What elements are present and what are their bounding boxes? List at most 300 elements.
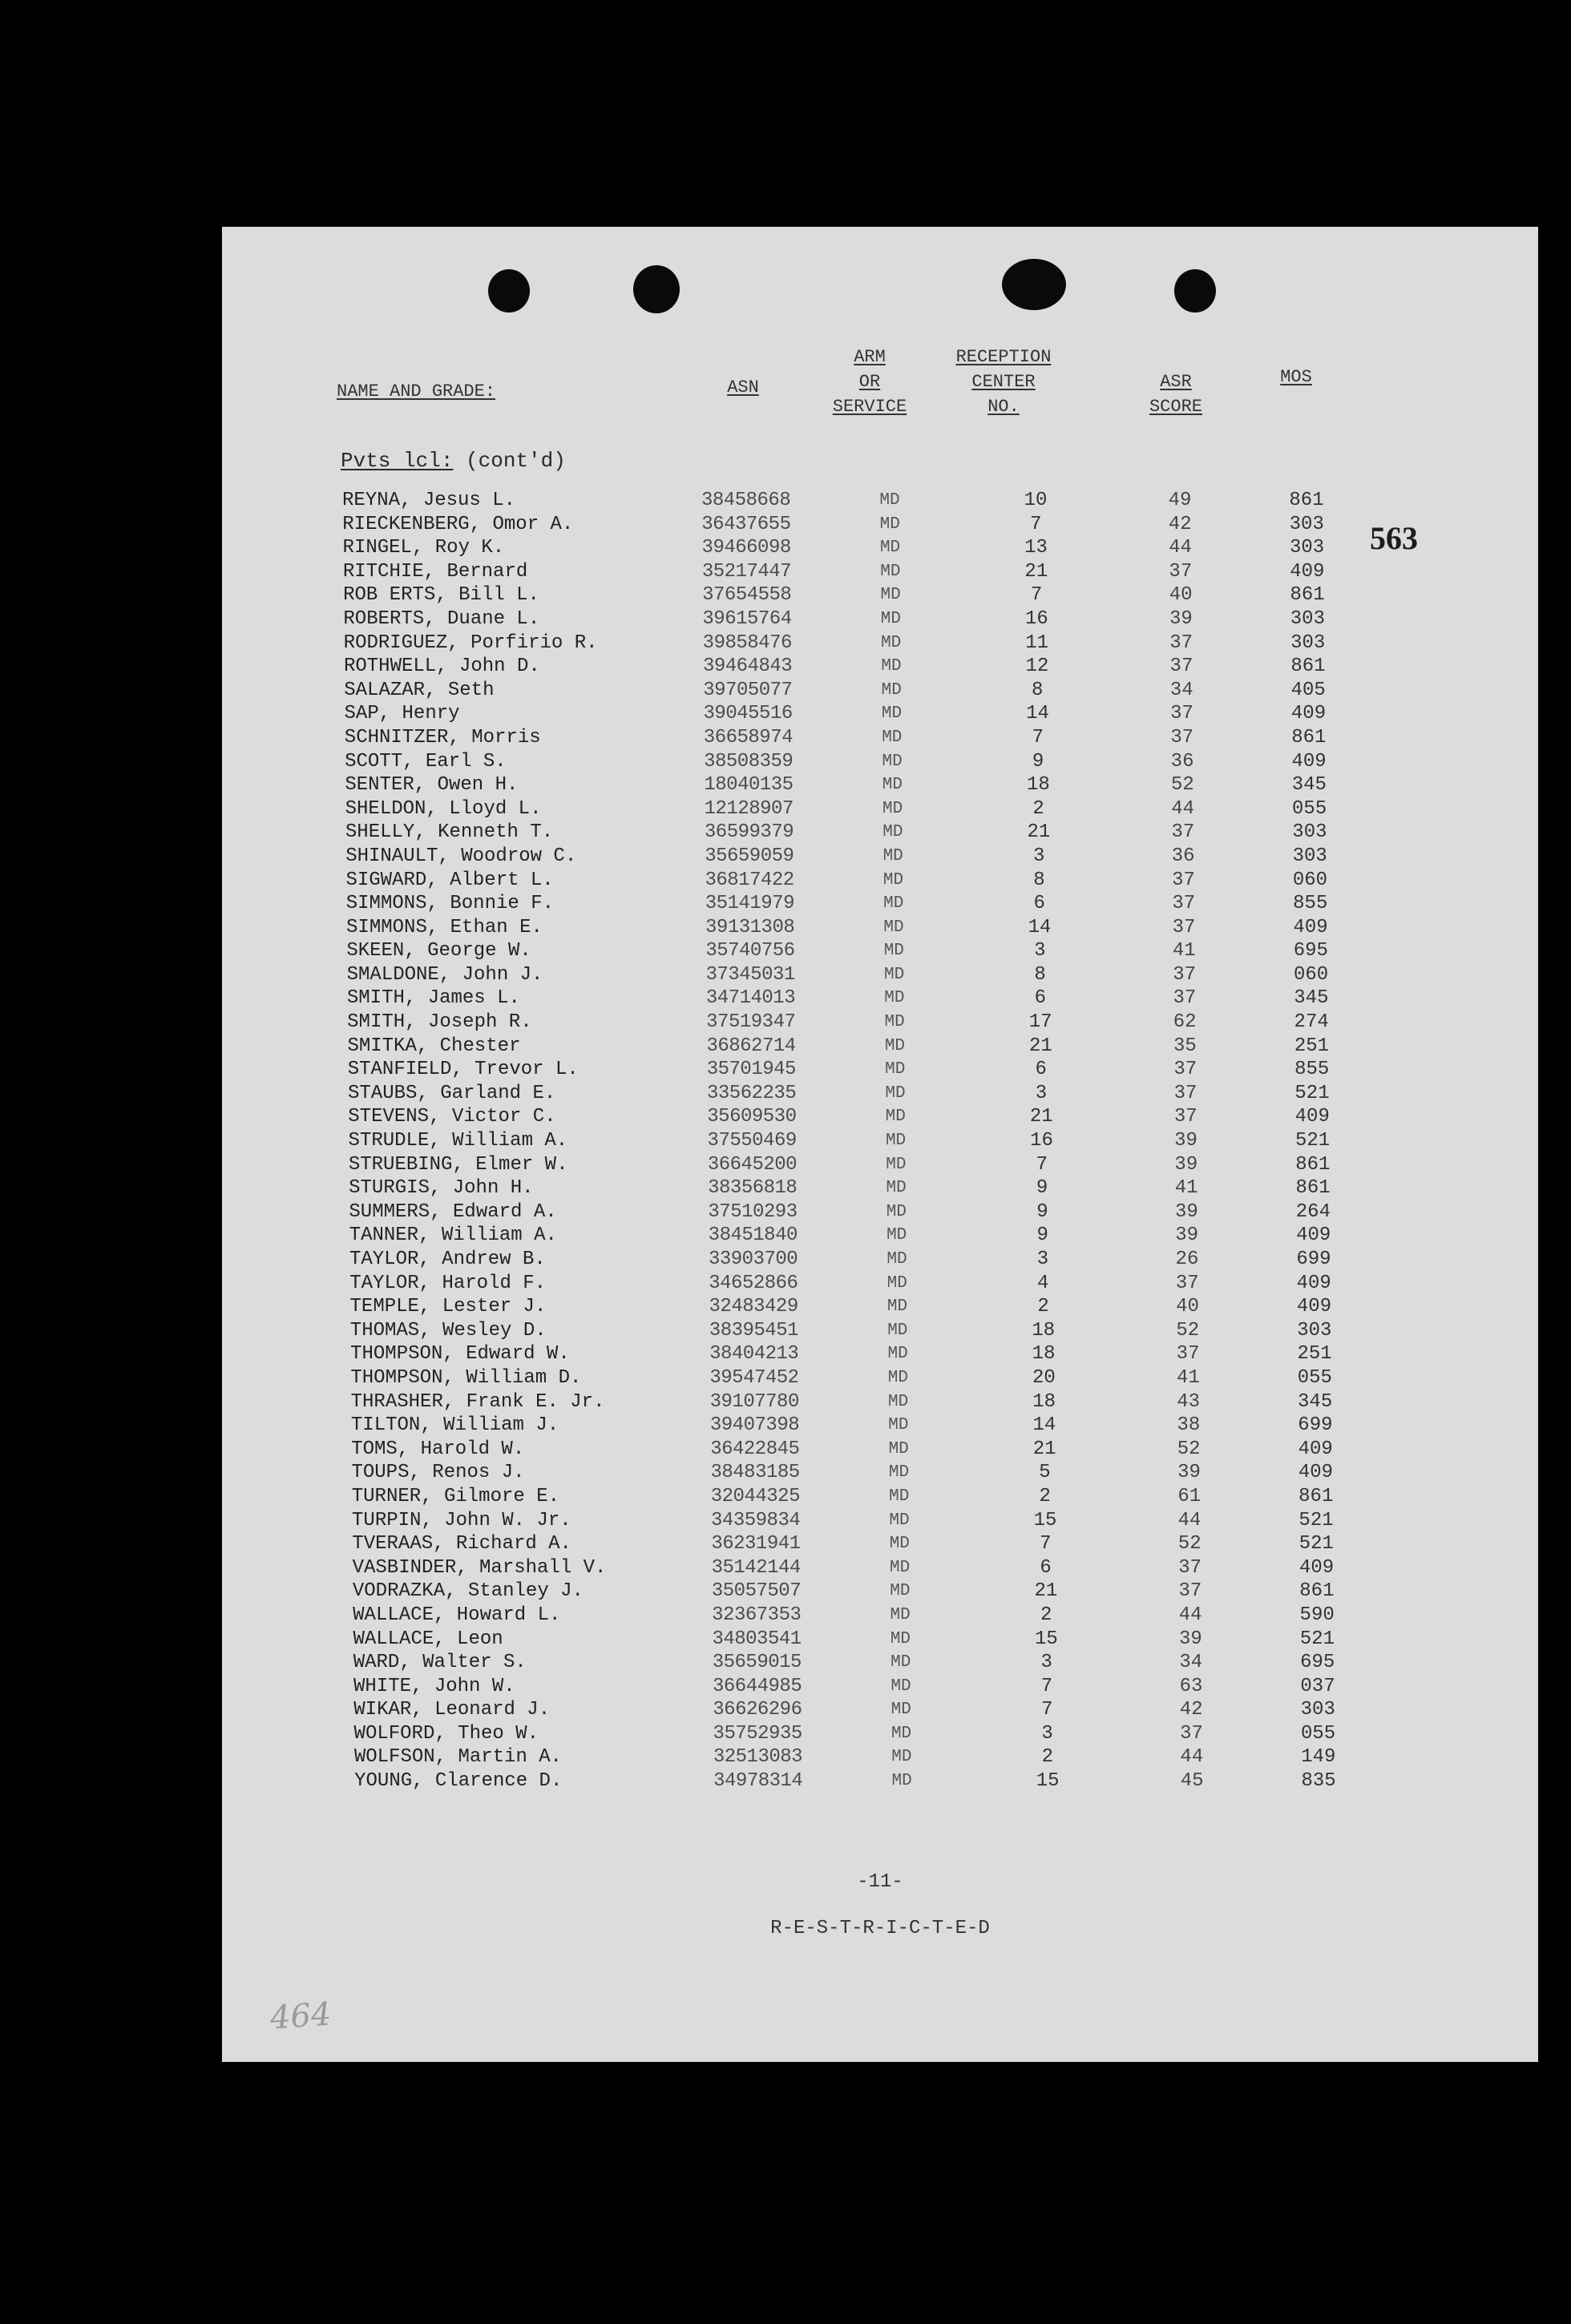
personnel-mos: 409 [1294, 1106, 1330, 1128]
personnel-asn: 36422845 [710, 1438, 800, 1460]
personnel-asn: 37510293 [708, 1200, 798, 1223]
personnel-mos: 303 [1290, 607, 1325, 630]
personnel-asr-score: 52 [1177, 1533, 1201, 1555]
personnel-asr-score: 37 [1173, 1082, 1197, 1104]
punch-hole [1002, 259, 1066, 310]
personnel-reception-center: 3 [1041, 1722, 1053, 1745]
personnel-arm-or-service: MD [882, 799, 903, 818]
personnel-mos: 264 [1295, 1200, 1331, 1223]
personnel-mos: 699 [1298, 1414, 1333, 1437]
table-row [232, 1628, 1549, 1652]
personnel-asn: 37345031 [705, 963, 795, 986]
personnel-name: STANFIELD, Trevor L. [347, 1059, 579, 1081]
personnel-asr-score: 37 [1169, 560, 1193, 583]
personnel-asr-score: 49 [1168, 490, 1192, 511]
personnel-asn: 36626296 [713, 1699, 802, 1721]
personnel-mos: 861 [1295, 1177, 1331, 1200]
personnel-mos: 303 [1289, 513, 1324, 535]
personnel-mos: 055 [1300, 1722, 1336, 1745]
personnel-asr-score: 36 [1171, 845, 1195, 867]
table-row [223, 583, 1539, 607]
personnel-arm-or-service: MD [882, 846, 903, 865]
personnel-reception-center: 16 [1024, 607, 1048, 630]
personnel-arm-or-service: MD [886, 1297, 908, 1317]
personnel-asn: 36658974 [703, 726, 794, 748]
personnel-asn: 35057507 [711, 1580, 802, 1603]
personnel-asn: 36817422 [705, 869, 794, 891]
personnel-asr-score: 44 [1178, 1604, 1202, 1626]
personnel-asn: 39407398 [709, 1414, 800, 1437]
table-row [228, 1200, 1545, 1225]
personnel-arm-or-service: MD [888, 1463, 910, 1483]
personnel-name: STAUBS, Garland E. [348, 1082, 556, 1104]
personnel-asn: 37654558 [702, 584, 792, 607]
restricted-marking: R-E-S-T-R-I-C-T-E-D [770, 1918, 990, 1939]
personnel-reception-center: 7 [1030, 584, 1043, 607]
personnel-name: VASBINDER, Marshall V. [352, 1556, 607, 1579]
personnel-name: TAYLOR, Andrew B. [349, 1249, 546, 1270]
personnel-asn: 37519347 [706, 1011, 796, 1034]
personnel-name: SIGWARD, Albert L. [345, 869, 554, 891]
document-page [222, 227, 1538, 2062]
table-row [228, 1058, 1544, 1082]
personnel-name: SENTER, Owen H. [345, 774, 519, 797]
personnel-name: TURNER, Gilmore E. [351, 1485, 559, 1507]
personnel-asr-score: 37 [1172, 869, 1195, 891]
table-row [227, 986, 1543, 1011]
personnel-reception-center: 7 [1036, 1153, 1048, 1176]
personnel-asr-score: 37 [1178, 1580, 1202, 1603]
personnel-asr-score: 40 [1169, 584, 1193, 607]
personnel-name: RIECKENBERG, Omor A. [342, 513, 574, 535]
personnel-asn: 35609530 [707, 1106, 797, 1128]
personnel-reception-center: 8 [1034, 963, 1046, 986]
personnel-asn: 38395451 [709, 1319, 799, 1342]
personnel-arm-or-service: MD [882, 728, 903, 747]
personnel-asn: 34652866 [709, 1272, 798, 1294]
table-row [234, 1769, 1550, 1793]
personnel-reception-center: 5 [1039, 1462, 1051, 1484]
header-arm-line: ARM [854, 347, 886, 367]
personnel-name: SHINAULT, Woodrow C. [345, 845, 577, 867]
table-row [227, 1035, 1543, 1059]
personnel-arm-or-service: MD [880, 562, 901, 581]
personnel-asr-score: 37 [1176, 1343, 1200, 1366]
table-row [233, 1675, 1549, 1699]
personnel-asn: 32483429 [709, 1296, 798, 1318]
personnel-reception-center: 6 [1035, 1059, 1047, 1081]
personnel-mos: 409 [1298, 1556, 1335, 1579]
personnel-arm-or-service: MD [882, 752, 903, 771]
personnel-asr-score: 36 [1170, 750, 1194, 773]
personnel-arm-or-service: MD [886, 1202, 907, 1221]
table-row [232, 1556, 1549, 1580]
personnel-asr-score: 37 [1173, 1059, 1197, 1081]
personnel-asr-score: 41 [1174, 1177, 1198, 1200]
personnel-arm-or-service: MD [886, 1273, 907, 1293]
table-row [225, 797, 1541, 821]
personnel-mos: 037 [1300, 1675, 1335, 1697]
personnel-asn: 34803541 [712, 1628, 802, 1650]
personnel-list [222, 489, 1538, 1793]
personnel-asr-score: 34 [1179, 1652, 1203, 1674]
personnel-name: STRUEBING, Elmer W. [348, 1153, 568, 1176]
personnel-asn: 33903700 [708, 1249, 798, 1270]
personnel-reception-center: 18 [1026, 774, 1050, 797]
personnel-asn: 36645200 [707, 1153, 798, 1176]
personnel-mos: 251 [1294, 1035, 1330, 1057]
table-row [225, 845, 1541, 869]
personnel-asn: 39858476 [702, 631, 792, 654]
personnel-mos: 521 [1298, 1533, 1334, 1555]
personnel-name: THOMPSON, William D. [350, 1366, 582, 1389]
personnel-reception-center: 4 [1037, 1272, 1049, 1294]
personnel-reception-center: 8 [1032, 679, 1044, 701]
personnel-mos: 861 [1290, 656, 1326, 678]
personnel-asr-score: 39 [1179, 1628, 1202, 1650]
personnel-arm-or-service: MD [884, 989, 905, 1008]
personnel-asr-score: 39 [1174, 1200, 1198, 1223]
personnel-arm-or-service: MD [891, 1701, 911, 1720]
personnel-reception-center: 21 [1024, 560, 1048, 583]
personnel-reception-center: 3 [1036, 1249, 1049, 1270]
table-row [233, 1698, 1549, 1722]
personnel-mos: 695 [1300, 1652, 1335, 1674]
personnel-name: THOMPSON, Edward W. [350, 1343, 570, 1366]
personnel-name: RINGEL, Roy K. [342, 537, 505, 559]
section-label [341, 449, 566, 473]
personnel-arm-or-service: MD [879, 539, 901, 558]
personnel-reception-center: 11 [1025, 631, 1049, 654]
personnel-reception-center: 14 [1028, 916, 1052, 938]
personnel-asn: 32367353 [712, 1604, 802, 1626]
personnel-asr-score: 39 [1174, 1153, 1198, 1176]
personnel-asn: 35142144 [711, 1556, 801, 1579]
personnel-reception-center: 2 [1039, 1485, 1051, 1507]
personnel-name: WOLFORD, Theo W. [353, 1722, 539, 1745]
punch-hole [633, 265, 680, 313]
personnel-name: STURGIS, John H. [349, 1177, 534, 1200]
personnel-asr-score: 52 [1176, 1319, 1200, 1342]
personnel-asn: 38508359 [704, 750, 794, 773]
personnel-reception-center: 9 [1036, 1177, 1048, 1200]
personnel-mos: 521 [1298, 1509, 1334, 1531]
table-row [226, 916, 1542, 940]
personnel-name: ROBERTS, Duane L. [343, 607, 540, 630]
table-row [224, 655, 1540, 679]
personnel-asr-score: 37 [1172, 893, 1196, 915]
personnel-arm-or-service: MD [880, 609, 901, 628]
personnel-reception-center: 3 [1040, 1652, 1052, 1674]
personnel-arm-or-service: MD [882, 823, 903, 842]
table-row [224, 702, 1541, 726]
personnel-asn: 34359834 [711, 1509, 801, 1531]
personnel-reception-center: 2 [1032, 797, 1044, 820]
personnel-asn: 32044325 [710, 1485, 800, 1507]
personnel-asr-score: 44 [1171, 797, 1195, 820]
header-arm-line: OR [858, 372, 881, 392]
personnel-arm-or-service: MD [885, 1083, 906, 1103]
personnel-arm-or-service: MD [888, 1392, 909, 1411]
table-row [229, 1272, 1545, 1296]
personnel-asn: 35701945 [706, 1059, 796, 1081]
header-reception-line: RECEPTION [955, 347, 1052, 367]
personnel-asn: 39705077 [703, 679, 793, 701]
personnel-mos: 303 [1292, 845, 1327, 867]
personnel-reception-center: 7 [1041, 1699, 1053, 1721]
header-asn: ASN [727, 377, 759, 397]
table-row [223, 607, 1539, 631]
personnel-name: TILTON, William J. [350, 1414, 559, 1437]
personnel-mos: 060 [1293, 963, 1329, 986]
personnel-asn: 35141979 [705, 893, 794, 915]
personnel-arm-or-service: MD [886, 1226, 907, 1245]
table-row [222, 489, 1538, 513]
personnel-name: ROTHWELL, John D. [343, 656, 540, 678]
personnel-asr-score: 42 [1179, 1699, 1203, 1721]
personnel-name: WALLACE, Leon [353, 1628, 503, 1650]
personnel-reception-center: 2 [1041, 1746, 1054, 1769]
personnel-reception-center: 3 [1032, 845, 1045, 867]
personnel-mos: 409 [1293, 916, 1328, 938]
header-name-and-grade: NAME AND GRADE: [337, 381, 496, 401]
personnel-name: SMITKA, Chester [347, 1035, 521, 1057]
personnel-name: SIMMONS, Ethan E. [346, 916, 543, 938]
personnel-reception-center: 6 [1040, 1556, 1052, 1579]
personnel-name: REYNA, Jesus L. [342, 490, 516, 511]
personnel-asn: 39045516 [703, 703, 793, 725]
personnel-name: STEVENS, Victor C. [348, 1106, 556, 1128]
personnel-arm-or-service: MD [879, 514, 900, 534]
personnel-asr-score: 37 [1169, 656, 1193, 678]
personnel-mos: 303 [1289, 537, 1325, 559]
personnel-name: SCOTT, Earl S. [345, 750, 507, 773]
header-asr-score [1128, 369, 1224, 419]
personnel-reception-center: 2 [1037, 1296, 1049, 1318]
personnel-asr-score: 62 [1173, 1011, 1197, 1034]
personnel-asr-score: 37 [1178, 1556, 1201, 1579]
personnel-reception-center: 15 [1036, 1770, 1060, 1793]
personnel-asr-score: 39 [1177, 1462, 1201, 1484]
personnel-name: TURPIN, John W. Jr. [352, 1509, 571, 1531]
personnel-arm-or-service: MD [885, 1060, 906, 1079]
personnel-reception-center: 14 [1026, 703, 1049, 725]
personnel-name: VODRAZKA, Stanley J. [352, 1580, 584, 1603]
personnel-reception-center: 21 [1032, 1438, 1056, 1460]
personnel-mos: 060 [1292, 869, 1328, 891]
personnel-asr-score: 52 [1170, 774, 1194, 797]
personnel-arm-or-service: MD [888, 1416, 909, 1435]
personnel-asr-score: 52 [1177, 1438, 1201, 1460]
personnel-mos: 055 [1292, 797, 1327, 820]
personnel-name: TANNER, William A. [349, 1225, 557, 1247]
personnel-asr-score: 37 [1173, 987, 1197, 1010]
personnel-name: SIMMONS, Bonnie F. [345, 893, 554, 915]
personnel-mos: 345 [1298, 1390, 1333, 1413]
personnel-mos: 345 [1294, 987, 1329, 1010]
personnel-name: WOLFSON, Martin A. [353, 1746, 563, 1769]
table-row [226, 939, 1542, 963]
table-row [224, 726, 1541, 750]
personnel-mos: 835 [1301, 1770, 1336, 1793]
personnel-arm-or-service: MD [881, 704, 903, 724]
personnel-asn: 34978314 [713, 1770, 803, 1793]
personnel-name: SUMMERS, Edward A. [349, 1200, 557, 1223]
personnel-name: WIKAR, Leonard J. [353, 1699, 551, 1721]
personnel-arm-or-service: MD [881, 633, 902, 652]
personnel-arm-or-service: MD [891, 1676, 911, 1696]
personnel-name: SMITH, Joseph R. [347, 1011, 532, 1034]
personnel-arm-or-service: MD [883, 918, 904, 937]
personnel-asr-score: 44 [1169, 537, 1192, 559]
personnel-arm-or-service: MD [888, 1439, 909, 1459]
table-row [230, 1342, 1546, 1366]
personnel-reception-center: 18 [1032, 1343, 1056, 1366]
personnel-arm-or-service: MD [886, 1155, 907, 1174]
personnel-arm-or-service: MD [884, 1036, 906, 1055]
personnel-asr-score: 26 [1175, 1249, 1199, 1270]
personnel-asr-score: 37 [1172, 916, 1196, 938]
table-row [224, 679, 1540, 703]
handwritten-note: 464 [269, 1995, 333, 2037]
personnel-arm-or-service: MD [880, 586, 901, 605]
personnel-name: SMALDONE, John J. [346, 963, 543, 986]
personnel-mos: 590 [1299, 1604, 1335, 1626]
table-row [231, 1414, 1547, 1438]
personnel-arm-or-service: MD [881, 680, 902, 700]
personnel-reception-center: 14 [1032, 1414, 1056, 1437]
punch-hole [488, 269, 530, 313]
personnel-mos: 409 [1290, 560, 1325, 583]
personnel-mos: 149 [1301, 1746, 1336, 1769]
personnel-name: THOMAS, Wesley D. [349, 1319, 547, 1342]
personnel-reception-center: 6 [1033, 893, 1045, 915]
personnel-reception-center: 21 [1029, 1106, 1053, 1128]
personnel-mos: 409 [1296, 1272, 1331, 1294]
personnel-asr-score: 37 [1173, 963, 1196, 986]
personnel-asn: 38356818 [708, 1177, 798, 1200]
header-mos: MOS [1280, 367, 1312, 387]
personnel-asn: 35659015 [712, 1652, 802, 1674]
personnel-reception-center: 7 [1032, 726, 1044, 748]
personnel-mos: 855 [1293, 893, 1328, 915]
table-row [228, 1176, 1545, 1200]
table-row [228, 1082, 1544, 1106]
personnel-asr-score: 43 [1177, 1390, 1201, 1413]
personnel-mos: 405 [1290, 679, 1326, 701]
personnel-arm-or-service: MD [890, 1629, 911, 1648]
personnel-asn: 35740756 [705, 940, 795, 962]
header-arm-or-service [814, 345, 926, 419]
personnel-reception-center: 17 [1028, 1011, 1052, 1034]
personnel-asn: 35217447 [701, 560, 792, 583]
personnel-arm-or-service: MD [882, 870, 904, 890]
personnel-mos: 303 [1297, 1319, 1332, 1342]
table-row [224, 773, 1541, 797]
personnel-asn: 36437655 [701, 513, 791, 535]
table-row [226, 892, 1542, 916]
personnel-name: WHITE, John W. [353, 1675, 515, 1697]
personnel-name: TVERAAS, Richard A. [352, 1533, 571, 1555]
personnel-mos: 303 [1290, 631, 1326, 654]
personnel-mos: 055 [1297, 1366, 1332, 1389]
personnel-arm-or-service: MD [887, 1345, 908, 1364]
personnel-asn: 36599379 [704, 821, 794, 844]
personnel-name: SCHNITZER, Morris [344, 726, 541, 748]
table-row [232, 1604, 1549, 1628]
personnel-mos: 861 [1289, 490, 1324, 511]
personnel-arm-or-service: MD [887, 1321, 908, 1340]
personnel-mos: 303 [1300, 1699, 1335, 1721]
personnel-name: TOMS, Harold W. [351, 1438, 525, 1460]
table-row [231, 1461, 1547, 1485]
personnel-arm-or-service: MD [885, 1132, 907, 1151]
personnel-arm-or-service: MD [887, 1368, 908, 1387]
personnel-asr-score: 37 [1170, 726, 1194, 748]
personnel-arm-or-service: MD [889, 1487, 910, 1506]
personnel-mos: 345 [1291, 774, 1327, 797]
personnel-mos: 521 [1299, 1628, 1335, 1650]
header-reception-center [939, 345, 1068, 419]
personnel-arm-or-service: MD [879, 491, 900, 510]
personnel-name: SHELLY, Kenneth T. [345, 821, 554, 844]
table-row [230, 1295, 1546, 1319]
personnel-reception-center: 15 [1035, 1628, 1058, 1650]
personnel-reception-center: 18 [1032, 1319, 1056, 1342]
table-row [232, 1532, 1548, 1556]
personnel-name: SMITH, James L. [346, 987, 520, 1010]
table-row [232, 1485, 1548, 1509]
table-row [223, 536, 1539, 560]
personnel-asr-score: 39 [1174, 1130, 1197, 1152]
personnel-reception-center: 9 [1032, 750, 1044, 773]
personnel-mos: 861 [1291, 726, 1327, 748]
table-row [225, 821, 1541, 845]
table-row [234, 1722, 1550, 1746]
table-row [228, 1153, 1545, 1177]
personnel-asr-score: 44 [1180, 1746, 1204, 1769]
table-row [224, 631, 1540, 656]
personnel-asr-score: 34 [1169, 679, 1193, 701]
personnel-mos: 861 [1298, 1485, 1334, 1507]
table-row [229, 1248, 1545, 1272]
personnel-mos: 521 [1294, 1082, 1330, 1104]
personnel-asn: 36644985 [713, 1675, 802, 1697]
header-arm-line: SERVICE [832, 397, 907, 417]
personnel-asr-score: 42 [1168, 513, 1192, 535]
personnel-reception-center: 21 [1034, 1580, 1058, 1603]
table-row [231, 1438, 1547, 1462]
personnel-arm-or-service: MD [891, 1748, 912, 1767]
personnel-name: TAYLOR, Harold F. [349, 1272, 547, 1294]
personnel-asn: 37550469 [707, 1130, 797, 1152]
personnel-name: TEMPLE, Lester J. [349, 1296, 547, 1318]
personnel-asr-score: 37 [1180, 1722, 1203, 1745]
personnel-asr-score: 45 [1180, 1770, 1204, 1793]
personnel-mos: 861 [1299, 1580, 1335, 1603]
personnel-reception-center: 7 [1030, 513, 1042, 535]
personnel-name: ROB ERTS, Bill L. [343, 584, 539, 607]
header-asr-line: ASR [1160, 372, 1192, 392]
personnel-reception-center: 15 [1033, 1509, 1057, 1531]
personnel-mos: 409 [1291, 750, 1327, 773]
personnel-asn: 35659059 [705, 845, 794, 867]
header-reception-line: NO. [987, 397, 1020, 417]
personnel-arm-or-service: MD [891, 1772, 912, 1791]
personnel-mos: 409 [1298, 1438, 1333, 1460]
stamp-number: 563 [1370, 520, 1418, 556]
section-note: (cont'd) [466, 449, 566, 473]
